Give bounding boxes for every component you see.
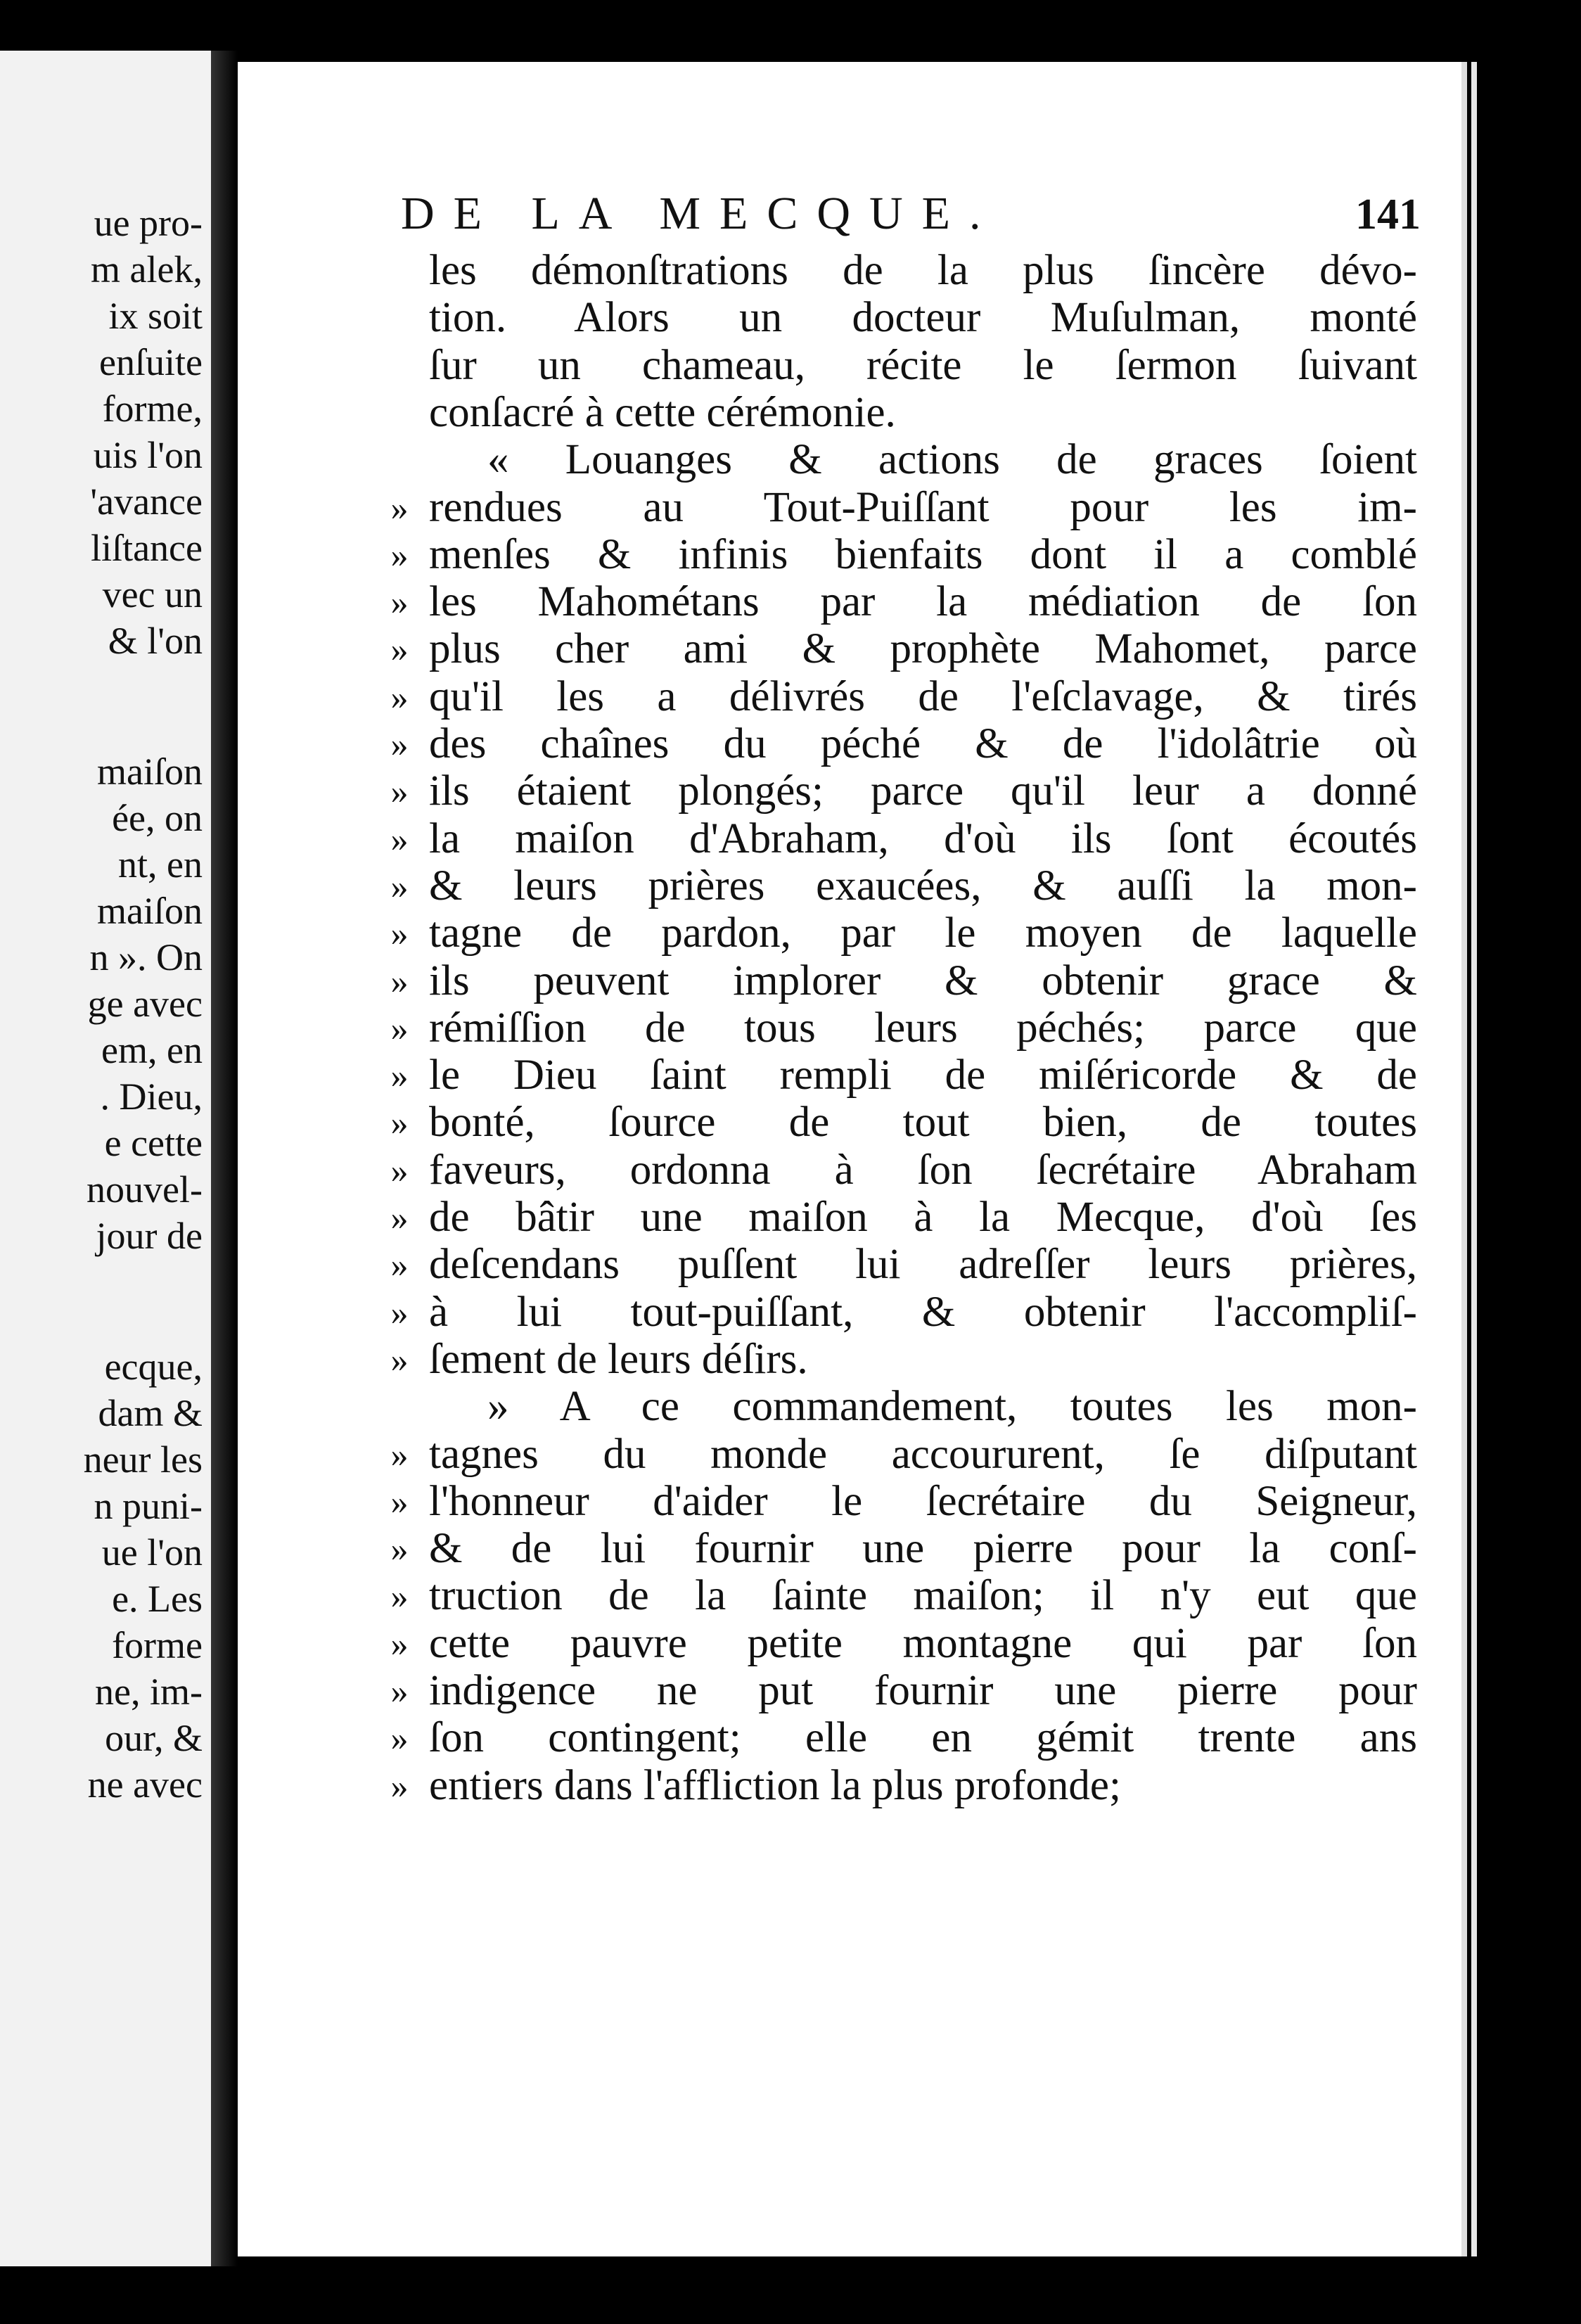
facing-page-line: . Dieu, — [100, 1075, 203, 1118]
facing-page-line: our, & — [105, 1717, 203, 1759]
quote-mark: » — [390, 1529, 409, 1569]
facing-page-line: vec un — [102, 573, 203, 615]
page-number: 141 — [1355, 191, 1421, 238]
quote-mark: » — [390, 724, 409, 764]
quote-mark: » — [390, 630, 409, 670]
quote-mark: » — [390, 487, 409, 528]
text-line: rendues au Tout-Puiſſant pour les im- — [429, 483, 1417, 531]
quote-mark: » — [390, 677, 409, 717]
text-line: & de lui fournir une pierre pour la conſ- — [429, 1525, 1417, 1573]
text-line: ſon contingent; elle en gémit trente ans — [429, 1714, 1417, 1762]
facing-page-line: nouvel- — [87, 1168, 203, 1211]
quote-mark: » — [390, 772, 409, 812]
text-line: la maiſon d'Abraham, d'où ils ſont écoutés — [429, 815, 1417, 862]
text-line: rémiſſion de tous leurs péchés; parce que — [429, 1004, 1417, 1052]
quote-mark: » — [390, 1339, 409, 1379]
facing-page-line: ge avec — [87, 983, 203, 1025]
text-line: indigence ne put fournir une pierre pour — [429, 1667, 1417, 1714]
facing-page-line: ne avec — [87, 1763, 203, 1806]
text-line: tagne de pardon, par le moyen de laquelle — [429, 909, 1417, 957]
facing-page-line: n puni- — [94, 1485, 203, 1527]
quote-mark: » — [390, 914, 409, 954]
running-head — [401, 187, 1421, 250]
text-line: les démonſtrations de la plus ſincère dévo- — [429, 247, 1417, 294]
text-line: de bâtir une maiſon à la Mecque, d'où ſes — [429, 1194, 1417, 1241]
gutter-shadow — [211, 51, 238, 2266]
text-line: à lui tout-puiſſant, & obtenir l'accompliſ- — [429, 1288, 1417, 1336]
text-line: des chaînes du péché & de l'idolâtrie où — [429, 720, 1417, 767]
quote-mark: » — [390, 1718, 409, 1758]
facing-page-line: m alek, — [91, 248, 203, 290]
text-line: conſacré à cette cérémonie. — [429, 388, 896, 436]
facing-page-line: nt, en — [118, 843, 203, 886]
facing-page-line: jour de — [96, 1215, 203, 1257]
text-line: entiers dans l'affliction la plus profonde; — [429, 1761, 1121, 1809]
quote-mark: » — [390, 1103, 409, 1143]
quote-mark: » — [390, 1056, 409, 1096]
text-line: truction de la ſainte maiſon; il n'y eut que — [429, 1572, 1417, 1620]
facing-page-line: ée, on — [112, 797, 203, 839]
facing-page-line: e. Les — [112, 1578, 203, 1620]
book-page — [238, 62, 1461, 2256]
facing-page — [0, 51, 211, 2266]
facing-page-line: ue pro- — [94, 202, 203, 244]
facing-page-line: forme — [112, 1624, 203, 1666]
text-line: & leurs prières exaucées, & auſſi la mon- — [429, 862, 1417, 909]
quote-mark: » — [390, 1434, 409, 1474]
text-line: plus cher ami & prophète Mahomet, parce — [429, 625, 1417, 673]
quote-mark: » — [390, 1623, 409, 1664]
quote-mark: » — [390, 1198, 409, 1237]
text-line: ils étaient plongés; parce qu'il leur a donné — [429, 767, 1417, 815]
text-line: l'honneur d'aider le ſecrétaire du Seigneur, — [429, 1477, 1417, 1525]
quote-mark: » — [390, 1671, 409, 1711]
text-line: tion. Alors un docteur Muſulman, monté — [429, 294, 1417, 342]
facing-page-line: ix soit — [108, 295, 203, 337]
facing-page-line: neur les — [83, 1438, 203, 1481]
quote-mark: » — [390, 1481, 409, 1521]
facing-page-line: forme, — [102, 388, 203, 430]
facing-page-line: ue l'on — [101, 1531, 203, 1573]
facing-page-line: em, en — [101, 1029, 203, 1071]
quote-mark: » — [390, 535, 409, 575]
text-line: le Dieu ſaint rempli de miſéricorde & de — [429, 1052, 1417, 1099]
quote-mark: » — [390, 1008, 409, 1048]
quote-mark: » — [390, 1766, 409, 1806]
page-edge — [1461, 62, 1490, 2256]
text-line: « Louanges & actions de graces ſoient — [487, 436, 1417, 484]
facing-page-line: n ». On — [89, 936, 203, 978]
text-line: » A ce commandement, toutes les mon- — [487, 1383, 1417, 1431]
facing-page-line: ecque, — [104, 1346, 203, 1388]
quote-mark: » — [390, 1576, 409, 1616]
text-line: ſur un chameau, récite le ſermon ſuivant — [429, 341, 1417, 389]
facing-page-line: enſuite — [99, 341, 203, 383]
quote-mark: » — [390, 1292, 409, 1332]
text-line: bonté, ſource de tout bien, de toutes — [429, 1099, 1417, 1147]
facing-page-line: e cette — [104, 1122, 203, 1164]
text-line: cette pauvre petite montagne qui par ſon — [429, 1619, 1417, 1667]
text-line: ſement de leurs déſirs. — [429, 1335, 808, 1383]
quote-mark: » — [390, 582, 409, 622]
facing-page-line: dam & — [98, 1392, 203, 1434]
quote-mark: » — [390, 1150, 409, 1190]
text-line: ils peuvent implorer & obtenir grace & — [429, 957, 1417, 1004]
quote-mark: » — [390, 961, 409, 1001]
facing-page-line: 'avance — [90, 480, 203, 523]
facing-page-line: uis l'on — [93, 434, 203, 476]
text-line: menſes & infinis bienfaits dont il a comblé — [429, 530, 1417, 578]
text-line: tagnes du monde accoururent, ſe diſputant — [429, 1430, 1417, 1478]
text-line: les Mahométans par la médiation de ſon — [429, 578, 1417, 626]
facing-page-line: ne, im- — [95, 1671, 203, 1713]
facing-page-line: maiſon — [97, 751, 203, 793]
facing-page-line: & l'on — [108, 620, 203, 662]
quote-mark: » — [390, 866, 409, 906]
facing-page-line: liſtance — [91, 527, 203, 569]
quote-mark: » — [390, 1245, 409, 1285]
running-title: DE LA MECQUE. — [401, 188, 1000, 239]
text-line: qu'il les a délivrés de l'eſclavage, & tirés — [429, 672, 1417, 720]
quote-mark: » — [390, 819, 409, 859]
text-line: deſcendans puſſent lui adreſſer leurs prières, — [429, 1241, 1417, 1289]
facing-page-line: maiſon — [97, 890, 203, 932]
text-line: faveurs, ordonna à ſon ſecrétaire Abraham — [429, 1146, 1417, 1194]
